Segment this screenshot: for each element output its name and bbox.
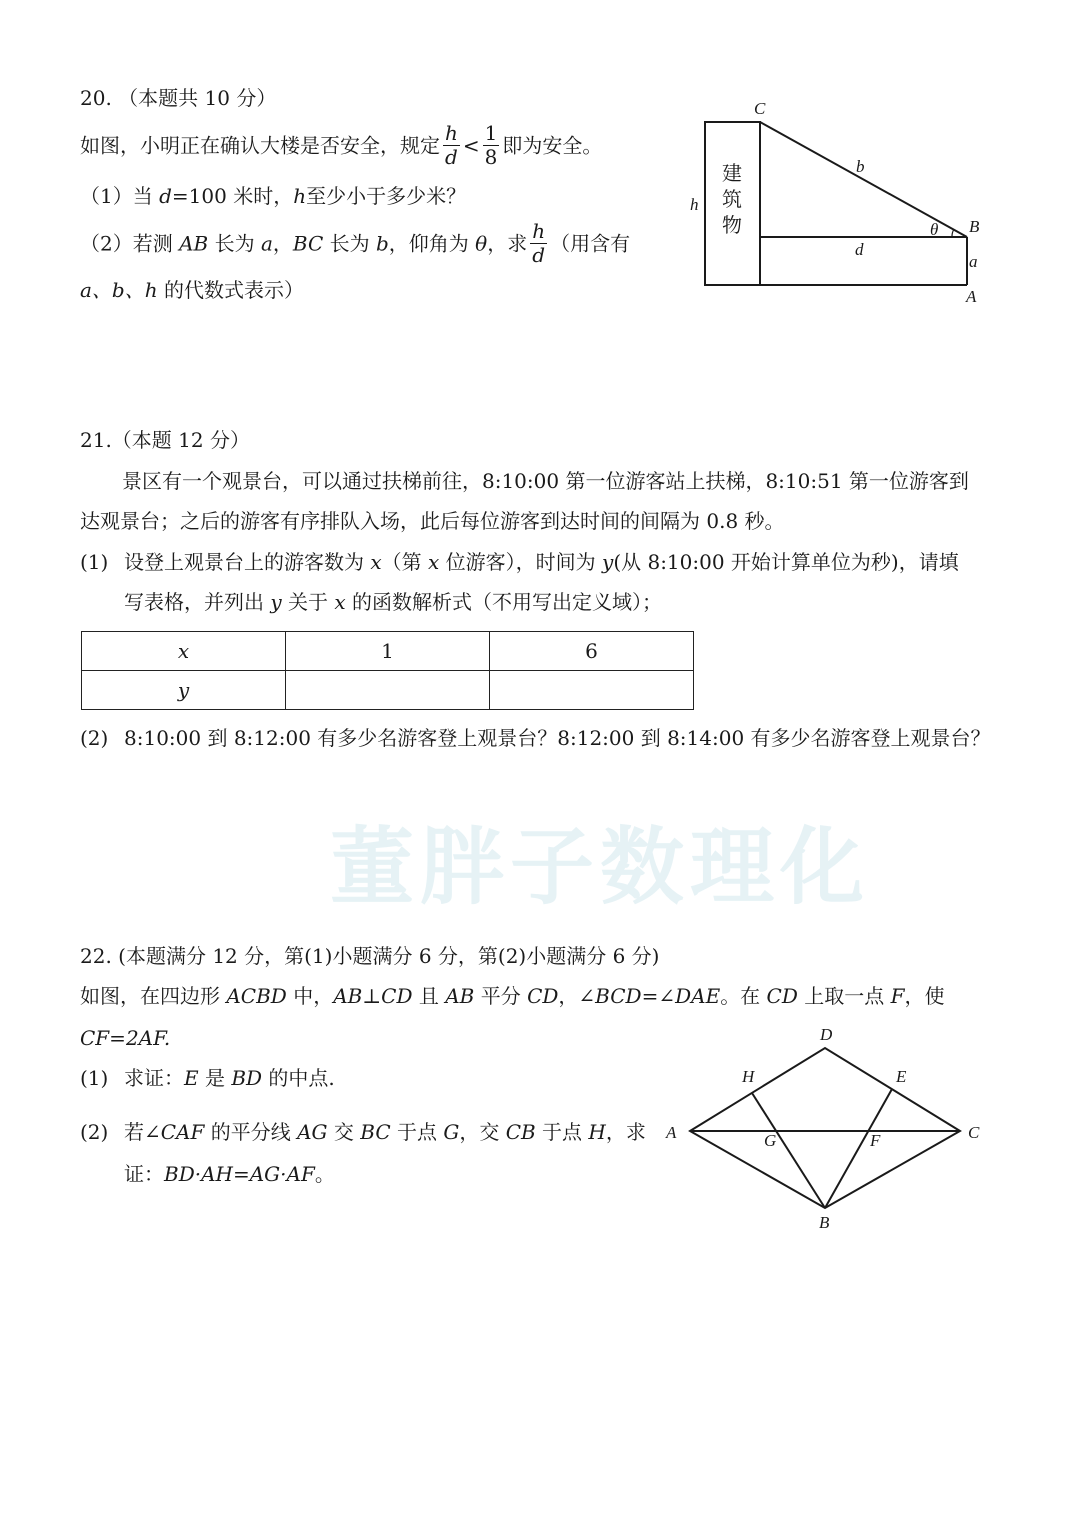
q22-header: 22. (本题满分 12 分，第(1)小题满分 6 分，第(2)小题满分 6 分) [80,944,660,968]
label-H: H [742,1067,755,1086]
frac-h-over-d-2: $\frac{h}{d}$ [532,219,546,267]
table-cell-blank [490,671,694,710]
label-d: d [855,240,864,259]
table-row [82,632,694,671]
q21-line2: 达观景台；之后的游客有序排队入场，此后每位游客到达时间的间隔为 0.8 秒。 [80,509,785,533]
segment-EB [825,1089,892,1208]
label-E: E [896,1067,907,1086]
quadrilateral-ADCB [690,1048,960,1208]
label-A: A [666,1123,677,1142]
label-A: A [966,287,977,306]
label-h: h [690,195,699,214]
segment-HB [752,1093,825,1208]
label-C: C [754,99,766,118]
q21-part2-num: (2) [80,726,109,750]
table-cell-blank [286,671,490,710]
building-label-3: 物 [722,213,742,237]
frac-h-over-d: $\frac{h}{d}$ [445,121,458,169]
q22-quadrilateral-figure [660,1020,1000,1240]
q22-part1-num: (1) [80,1066,109,1090]
label-G: G [764,1131,777,1150]
label-F: F [870,1131,881,1150]
q21-part1-line2: 写表格，并列出 y 关于 x 的函数解析式（不用写出定义域）； [124,590,663,614]
table-cell: 1 [286,632,490,671]
q20-part1: （1）当 d=100 米时，h至少小于多少米？ [80,184,467,208]
q20-stem: 如图，小明正在确认大楼是否安全，规定 $\frac{h}{d}$ < $\frac{1}{8}$ 即为安全。 [80,121,603,169]
q22-line2: CF=2AF. [80,1026,171,1050]
q22-part2-line2: 证：BD·AH=AG·AF。 [124,1162,335,1186]
q21-part1: 设登上观景台上的游客数为 x（第 x 位游客），时间为 y(从 8:10:00 开始计算单位为秒)，请填 [124,550,959,574]
q20-part2: （2）若测 AB 长为 a，BC 长为 b，仰角为 θ，求 $\frac{h}{d}$ （用含有 [80,219,631,267]
label-theta: θ [930,220,939,239]
table-cell: x [82,632,286,671]
q22-part1: 求证：E 是 BD 的中点. [124,1066,335,1090]
q20-building-figure [680,90,1000,310]
xy-table [81,631,694,710]
q22-line1: 如图，在四边形 ACBD 中，AB⊥CD 且 AB 平分 CD，∠BCD=∠DAE。在 CD 上取一点 F，使 [80,984,945,1008]
q22-part2-num: (2) [80,1120,109,1144]
table-row [82,671,694,710]
label-B: B [969,217,980,236]
label-a: a [969,252,978,271]
theta-arc [952,229,954,237]
q21-line1: 景区有一个观景台，可以通过扶梯前往，8:10:00 第一位游客站上扶梯，8:10:51 第一位游客到 [122,469,969,493]
q20-header: 20. （本题共 10 分） [80,86,277,110]
q20-part2-line2: a、b、h 的代数式表示） [80,278,304,302]
label-B: B [819,1213,830,1232]
q21-header: 21.（本题 12 分） [80,428,250,452]
label-D: D [820,1025,833,1044]
q22-part2: 若∠CAF 的平分线 AG 交 BC 于点 G，交 CB 于点 H，求 [124,1120,646,1144]
label-C: C [968,1123,980,1142]
q21-part1-num: (1) [80,550,109,574]
q21-part2: 8:10:00 到 8:12:00 有多少名游客登上观景台？8:12:00 到 8:14:00 有多少名游客登上观景台？ [124,726,991,750]
frac-one-eighth: $\frac{1}{8}$ [484,121,498,169]
table-cell: 6 [490,632,694,671]
building-label-1: 建 [722,161,742,185]
label-b: b [856,157,865,176]
table-cell: y [82,671,286,710]
building-label-2: 筑 [722,187,742,211]
watermark: 董胖子数理化 [330,818,871,916]
